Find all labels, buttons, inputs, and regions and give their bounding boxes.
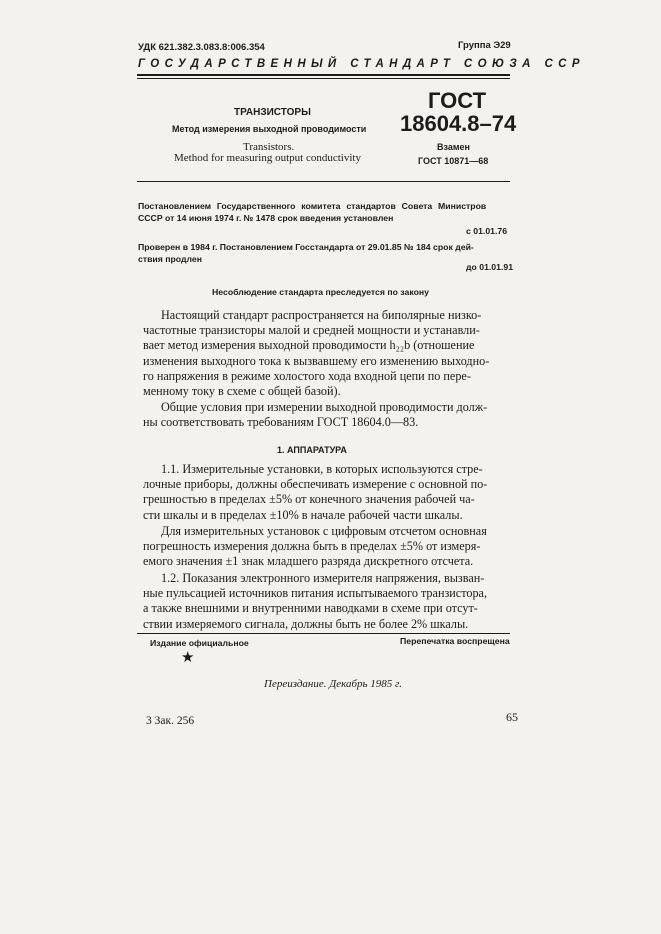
text-line: Общие условия при измерении выходной проводимости долж- [161,400,488,414]
warning-line: Несоблюдение стандарта преследуется по закону [212,287,429,297]
banner-rule-top [137,74,510,76]
intro-paragraph-2 [143,400,515,430]
decree-date: с 01.01.76 [466,226,508,236]
text-line: го напряжения в режиме холостого хода входной цепи по пере- [143,368,471,383]
title-separator [137,181,510,182]
text-line: изменения выходного тока к вызвавшему его изменению выходно- [143,353,490,368]
text-line: 1.1. Измерительные установки, в которых используются стре- [161,462,483,476]
section-heading: 1. АППАРАТУРА [277,445,347,455]
reissue-note: Переиздание. Декабрь 1985 г. [264,678,402,690]
intro-paragraph-1 [143,308,515,399]
text-line: погрешность измерения должна быть в пределах ±5% от измеря- [143,539,481,554]
subtitle-ru: Метод измерения выходной проводимости [172,124,367,134]
page-number: 65 [506,710,518,724]
gost-label: ГОСТ [428,88,487,113]
check-line1: Проверен в 1984 г. Постановлением Госстандарта от 29.01.85 № 184 срок дей- [138,242,474,252]
title-en: Transistors. [243,141,295,153]
footer-rule [137,633,510,634]
text-line: Для измерительных установок с цифровым отсчетом основная [161,524,487,538]
reprint-ban: Перепечатка воспрещена [400,636,510,646]
text-line: сти шкалы и в пределах ±10% в начале рабочей части шкалы. [143,507,463,522]
check-line2: ствия продлен [138,254,202,264]
text-line: Настоящий стандарт распространяется на биполярные низко- [161,308,482,322]
banner-rule-bottom [137,78,510,79]
star-icon: ★ [181,650,195,666]
text-line: менному току в схеме с общей базой). [143,384,341,399]
replaces-label: Взамен [437,142,470,152]
text-line: вает метод измерения выходной проводимости h₂₂b (отношение [143,338,475,353]
text-line: а также внешними и внутренними наводками в схеме при отсут- [143,601,478,616]
section-paragraph-1-1 [143,462,515,523]
group-code: Группа Э29 [458,40,511,51]
standard-banner: ГОСУДАРСТВЕННЫЙ СТАНДАРТ СОЮЗА ССР [138,58,585,70]
order-number: 3 Зак. 256 [146,715,195,727]
text-line: частотные транзисторы малой и средней мощности и устанавли- [143,323,480,338]
decree-line2: СССР от 14 июня 1974 г. № 1478 срок введения установлен [138,213,394,223]
text-line: лочные приборы, должны обеспечивать измерение с основной по- [143,477,488,492]
replaces-value: ГОСТ 10871—68 [418,156,489,166]
check-date: до 01.01.91 [466,262,514,272]
text-line: ны соответствовать требованиям ГОСТ 18604.0—83. [143,415,419,430]
text-line: ствии измеряемого сигнала, должны быть не более 2% шкалы. [143,616,469,631]
udk-code: УДК 621.382.3.083.8:006.354 [138,42,265,53]
gost-number: 18604.8–74 [400,111,517,136]
text-line: ные пульсацией источников питания испытываемого транзистора, [143,586,488,601]
subtitle-en: Method for measuring output conductivity [174,152,361,164]
title-ru: ТРАНЗИСТОРЫ [234,107,311,118]
section-paragraph-1-2 [143,571,515,632]
text-line: грешностью в пределах ±5% от конечного значения рабочей ча- [143,492,475,507]
text-line: емого значения ±1 знак младшего разряда дискретного отсчета. [143,554,474,569]
official-edition: Издание официальное [150,638,249,648]
decree-line1: Постановлением Государственного комитета стандартов Совета Министров [138,201,487,211]
text-line: 1.2. Показания электронного измерителя напряжения, вызван- [161,571,485,585]
section-paragraph-digital [143,524,515,570]
